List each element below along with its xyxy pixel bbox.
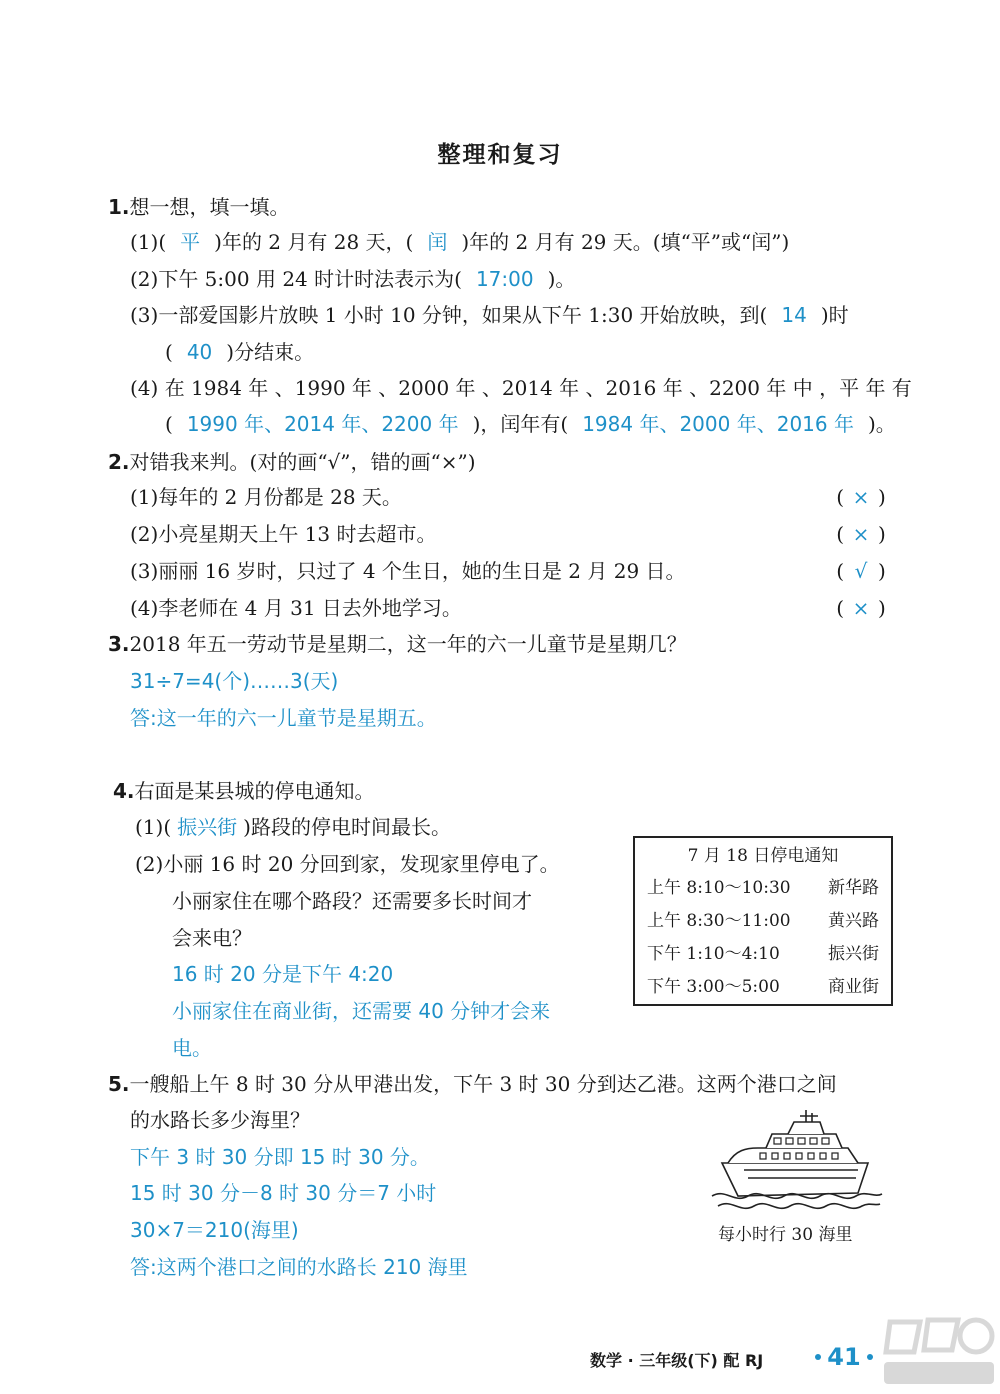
- q4-part2-line1: (2)小丽 16 时 20 分回到家，发现家里停电了。: [135, 852, 560, 876]
- q1-part2: [130, 267, 575, 291]
- q1-part4-text-b: (: [165, 412, 173, 436]
- q1-part4-text-a: (4) 在 1984 年 、1990 年 、2000 年 、2014 年 、2016 年 、2200 年 中 ，平 年 有: [130, 376, 912, 400]
- q3-prompt: 2018 年五一劳动节是星期二，这一年的六一儿童节是星期几？: [129, 632, 687, 656]
- q4-part1-answer: 振兴街: [177, 815, 238, 839]
- notice-time: 下午 1:10～4:10: [647, 944, 780, 964]
- q5-answer: 答:这两个港口之间的水路长 210 海里: [130, 1255, 468, 1279]
- notice-road: 商业街: [828, 977, 879, 997]
- q1-part4: [130, 376, 912, 400]
- q1-part3-text-a: (3)一部爱国影片放映 1 小时 10 分钟，如果从下午 1:30 开始放映，到(: [130, 303, 768, 327]
- q2-item-4: (4)李老师在 4 月 31 日去外地学习。: [130, 596, 462, 620]
- q4-answer-line1: 16 时 20 分是下午 4:20: [172, 962, 394, 986]
- watermark: [880, 1310, 998, 1390]
- q1-part3-cont: [165, 340, 314, 364]
- q3-work: 31÷7=4(个)……3(天): [130, 669, 339, 693]
- q1-part4-text-c: )，闰年有(: [472, 412, 569, 436]
- ship-caption: 每小时行 30 海里: [718, 1225, 853, 1245]
- notice-time: 下午 3:00～5:00: [647, 977, 780, 997]
- q3-number: 3.: [108, 632, 130, 656]
- q1-part2-text-a: (2)下午 5:00 用 24 时计时法表示为(: [130, 267, 462, 291]
- q4-part2-line3: 会来电？: [172, 926, 252, 950]
- q1-part1-text-c: )年的 2 月有 29 天。(填“平”或“闰”): [461, 230, 790, 254]
- q5-work-3: 30×7＝210(海里): [130, 1218, 299, 1242]
- q5-work-1: 下午 3 时 30 分即 15 时 30 分。: [130, 1145, 430, 1169]
- q1-part1-text-b: )年的 2 月有 28 天，(: [214, 230, 414, 254]
- q2-item-2: (2)小亮星期天上午 13 时去超市。: [130, 522, 437, 546]
- q5-header: [108, 1072, 837, 1096]
- q1-part3-answer-1: 14: [781, 303, 807, 327]
- ship-illustration: [708, 1108, 888, 1218]
- q1-part3-text-d: )分结束。: [226, 340, 315, 364]
- q4-part1-text-b: )路段的停电时间最长。: [243, 815, 451, 839]
- notice-road: 黄兴路: [828, 911, 879, 931]
- q2-judge-2: ( × ): [836, 522, 886, 546]
- q2-mark-1: ×: [852, 485, 870, 509]
- q4-part2-line2: 小丽家住在哪个路段？还需要多长时间才: [172, 889, 532, 913]
- q2-item-3: (3)丽丽 16 岁时，只过了 4 个生日，她的生日是 2 月 29 日。: [130, 559, 686, 583]
- q2-number: 2.: [108, 450, 130, 474]
- q1-part4-text-d: )。: [867, 412, 896, 436]
- q1-part1-answer-2: 闰: [427, 230, 448, 254]
- q4-part1-text-a: (1)(: [135, 815, 172, 839]
- q5-work-2: 15 时 30 分－8 时 30 分＝7 小时: [130, 1181, 437, 1205]
- page-number-badge: [812, 1337, 876, 1377]
- q1-part4-cont: [165, 412, 896, 436]
- notice-time: 上午 8:30～11:00: [647, 911, 791, 931]
- footer-subject: 数学 · 三年级(下) 配 RJ: [590, 1351, 764, 1370]
- q4-answer-line2: 小丽家住在商业街，还需要 40 分钟才会来: [172, 999, 551, 1023]
- q1-part2-text-b: )。: [547, 267, 576, 291]
- q1-part1-answer-1: 平: [180, 230, 201, 254]
- q2-judge-3: ( √ ): [836, 559, 886, 583]
- notice-road: 振兴街: [828, 944, 879, 964]
- q1-part4-answer-1: 1990 年、2014 年、2200 年: [186, 412, 459, 436]
- notice-time: 上午 8:10～10:30: [647, 878, 791, 898]
- q2-judge-1: ( × ): [836, 485, 886, 509]
- q4-header: [113, 779, 375, 803]
- q4-number: 4.: [113, 779, 135, 803]
- q3-answer: 答:这一年的六一儿童节是星期五。: [130, 706, 437, 730]
- q2-prompt: 对错我来判。(对的画“√”，错的画“×”): [129, 450, 476, 474]
- q1-part3: [130, 303, 849, 327]
- q5-prompt-line2: 的水路长多少海里？: [130, 1108, 310, 1132]
- q4-part1: [135, 815, 451, 839]
- q1-part1: [130, 230, 789, 254]
- q1-part2-answer: 17:00: [475, 267, 534, 291]
- q1-part3-text-b: )时: [820, 303, 849, 327]
- q2-header: [108, 450, 476, 474]
- q1-header: [108, 195, 290, 219]
- q2-mark-2: ×: [852, 522, 870, 546]
- notice-road: 新华路: [828, 878, 879, 898]
- q1-part4-answer-2: 1984 年、2000 年、2016 年: [582, 412, 854, 436]
- q4-answer-line3: 电。: [172, 1036, 212, 1060]
- q1-part3-text-c: (: [165, 340, 173, 364]
- q1-prompt: 想一想，填一填。: [129, 195, 290, 219]
- q5-prompt-line1: 一艘船上午 8 时 30 分从甲港出发，下午 3 时 30 分到达乙港。这两个港口之间: [129, 1072, 837, 1096]
- q4-prompt: 右面是某县城的停电通知。: [134, 779, 375, 803]
- page-number: 41: [827, 1343, 861, 1371]
- q2-judge-4: ( × ): [836, 596, 886, 620]
- page-title: 整理和复习: [437, 142, 563, 168]
- q2-item-1: (1)每年的 2 月份都是 28 天。: [130, 485, 402, 509]
- q1-part3-answer-2: 40: [186, 340, 213, 364]
- power-outage-notice: [633, 836, 893, 1006]
- q2-mark-4: ×: [852, 596, 870, 620]
- q5-number: 5.: [108, 1072, 130, 1096]
- watermark-logo-icon: [880, 1310, 998, 1390]
- q2-mark-3: √: [854, 559, 868, 583]
- notice-title: 7 月 18 日停电通知: [687, 846, 839, 866]
- q1-number: 1.: [108, 195, 130, 219]
- q3-header: [108, 632, 687, 656]
- q1-part1-text-a: (1)(: [130, 230, 167, 254]
